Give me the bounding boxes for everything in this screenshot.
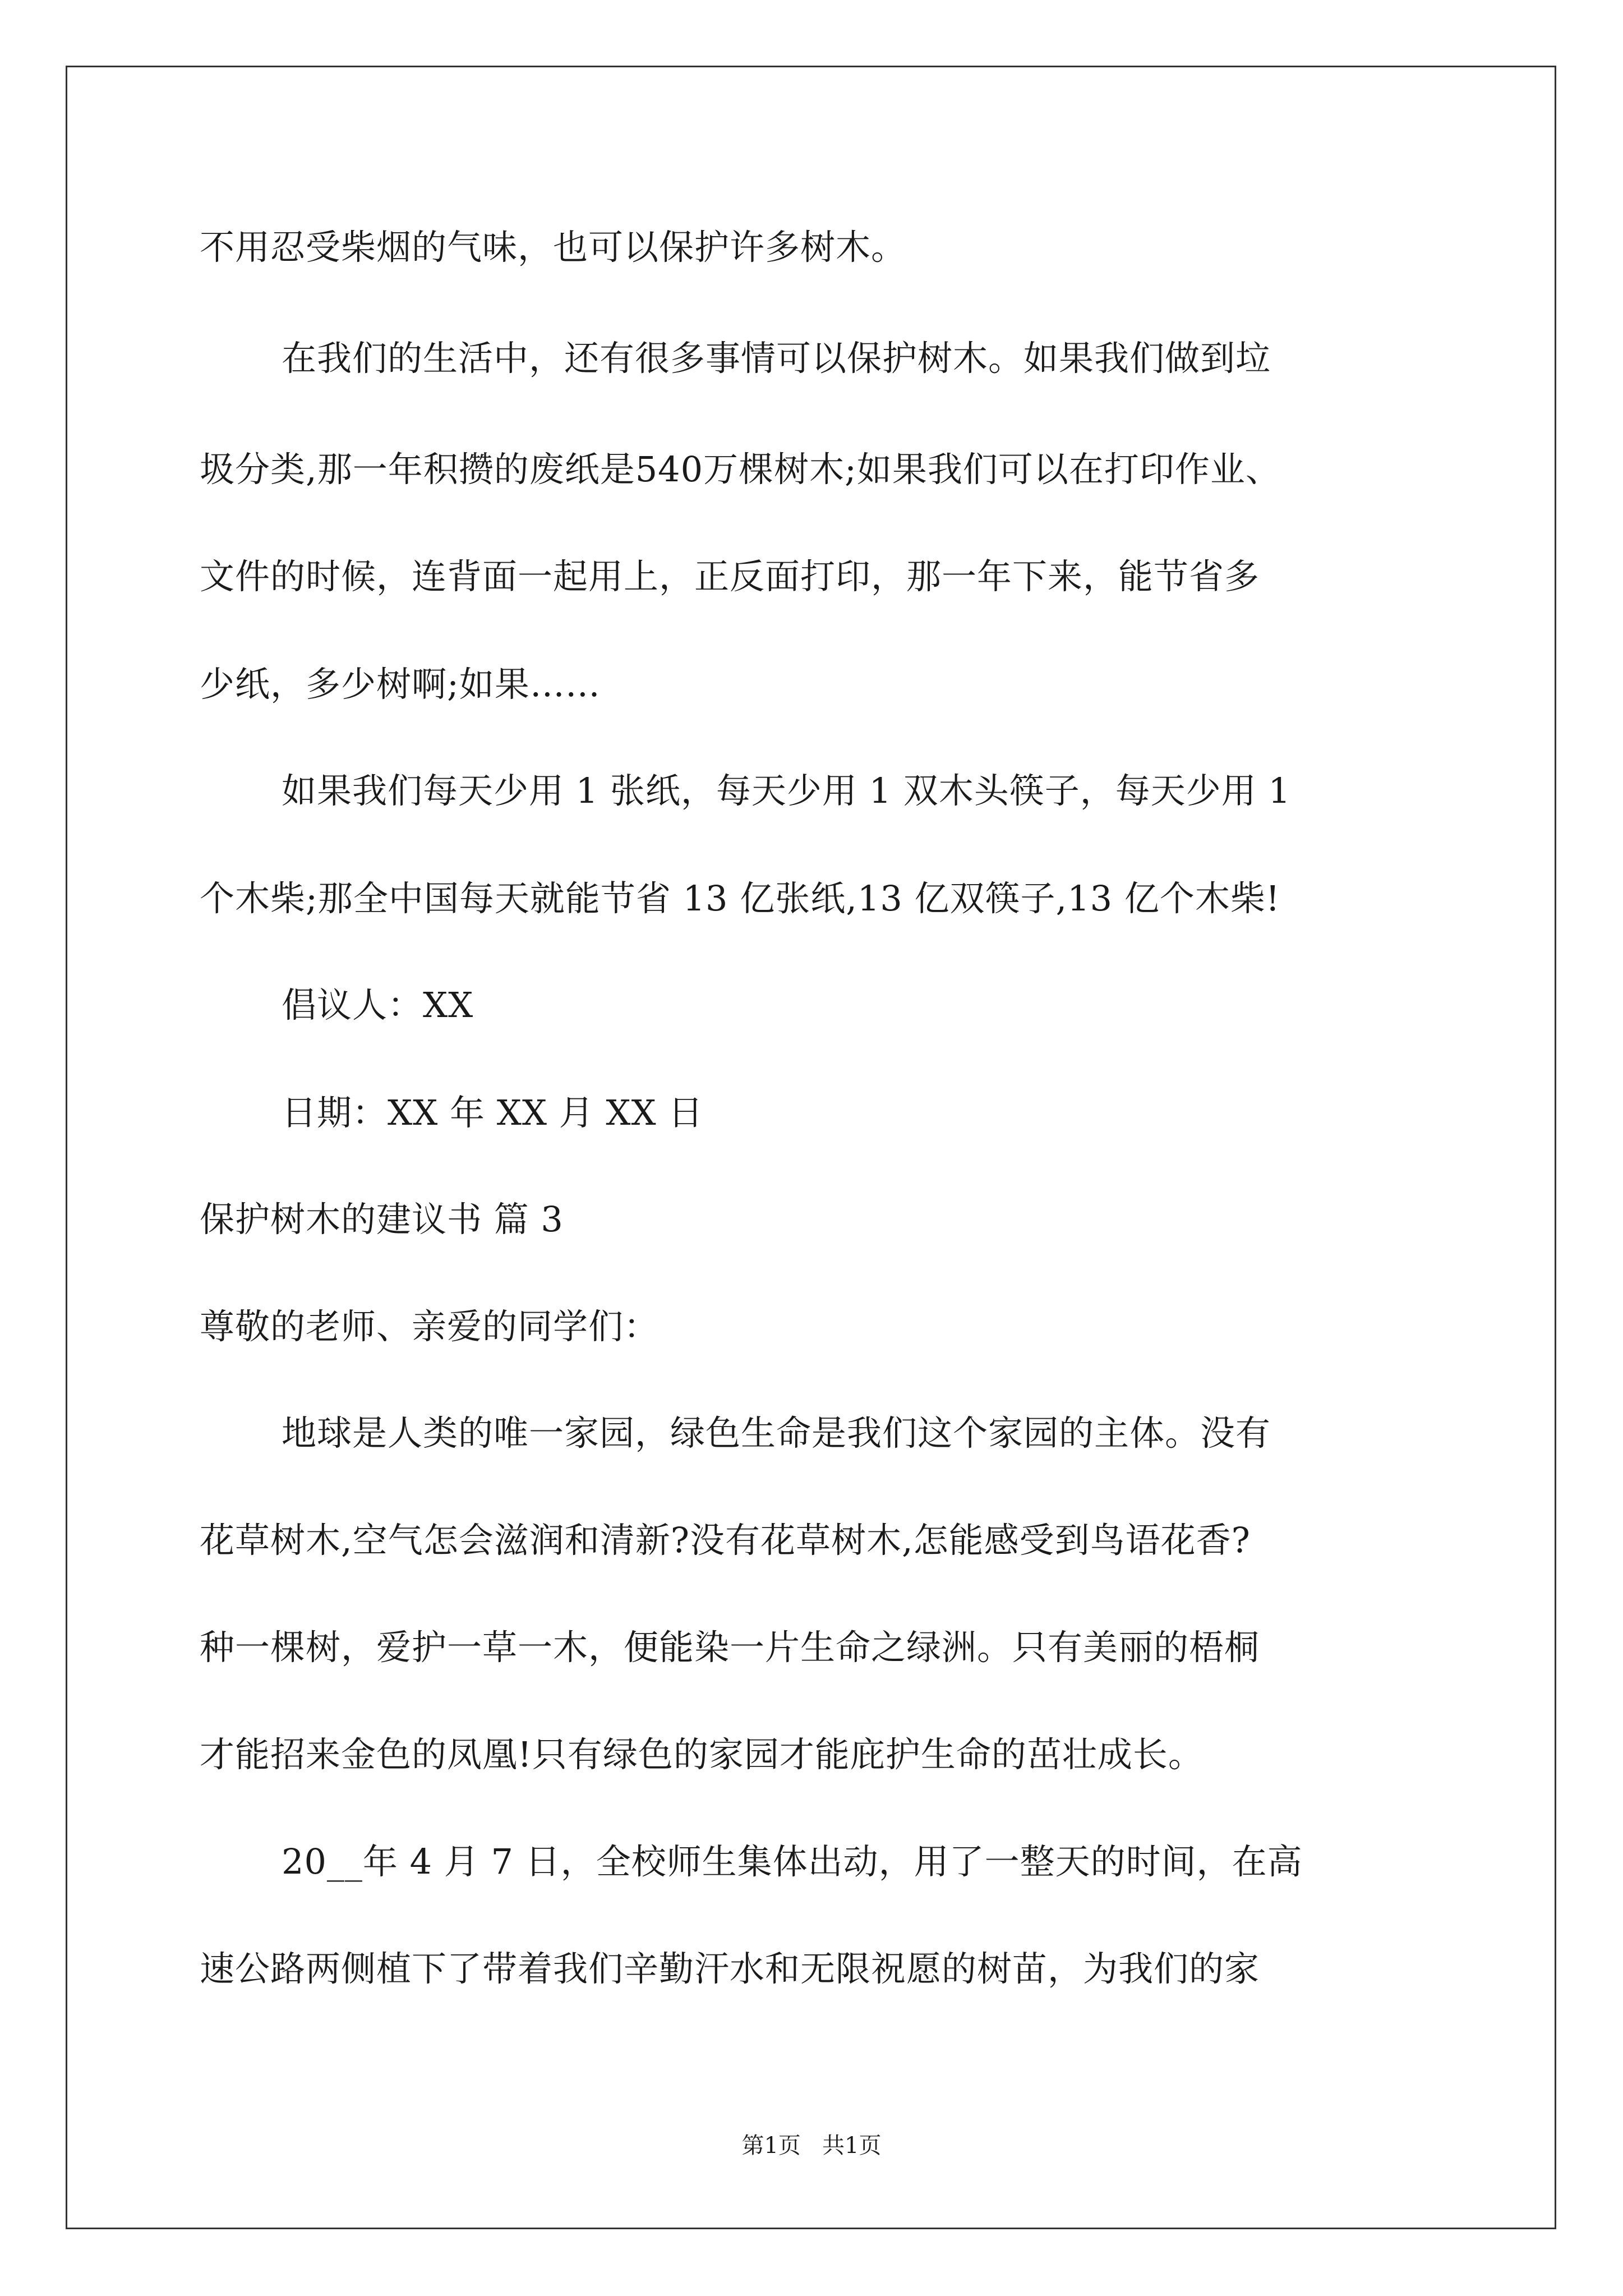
text-line: 在我们的生活中，还有很多事情可以保护树木。如果我们做到垃 — [282, 338, 1271, 379]
date-line: 日期：XX 年 XX 月 XX 日 — [282, 1092, 704, 1133]
text-line: 速公路两侧植下了带着我们辛勤汗水和无限祝愿的树苗，为我们的家 — [200, 1948, 1260, 1989]
text-line: 圾分类,那一年积攒的废纸是540万棵树木;如果我们可以在打印作业、 — [200, 449, 1281, 490]
salutation: 尊敬的老师、亲爱的同学们： — [200, 1306, 660, 1347]
text-line: 地球是人类的唯一家园，绿色生命是我们这个家园的主体。没有 — [282, 1412, 1271, 1453]
text-line: 花草树木,空气怎会滋润和清新?没有花草树木,怎能感受到鸟语花香? — [200, 1520, 1251, 1561]
text-line: 不用忍受柴烟的气味，也可以保护许多树木。 — [200, 227, 907, 268]
text-line: 个木柴;那全中国每天就能节省 13 亿张纸,13 亿双筷子,13 亿个木柴! — [200, 878, 1280, 919]
text-line: 如果我们每天少用 1 张纸，每天少用 1 双木头筷子，每天少用 1 — [282, 770, 1291, 811]
text-line: 才能招来金色的凤凰!只有绿色的家园才能庇护生命的茁壮成长。 — [200, 1734, 1204, 1775]
text-line: 种一棵树，爱护一草一木，便能染一片生命之绿洲。只有美丽的梧桐 — [200, 1627, 1260, 1668]
page-border — [66, 66, 1556, 2229]
text-line: 文件的时候，连背面一起用上，正反面打印，那一年下来，能节省多 — [200, 556, 1260, 597]
signatory-line: 倡议人：XX — [282, 984, 474, 1025]
text-line: 20__年 4 月 7 日，全校师生集体出动，用了一整天的时间，在高 — [282, 1841, 1303, 1882]
text-line: 少纸，多少树啊;如果…… — [200, 664, 601, 705]
section-heading: 保护树木的建议书 篇 3 — [200, 1199, 564, 1240]
page-footer: 第1页 共1页 — [741, 2133, 882, 2159]
